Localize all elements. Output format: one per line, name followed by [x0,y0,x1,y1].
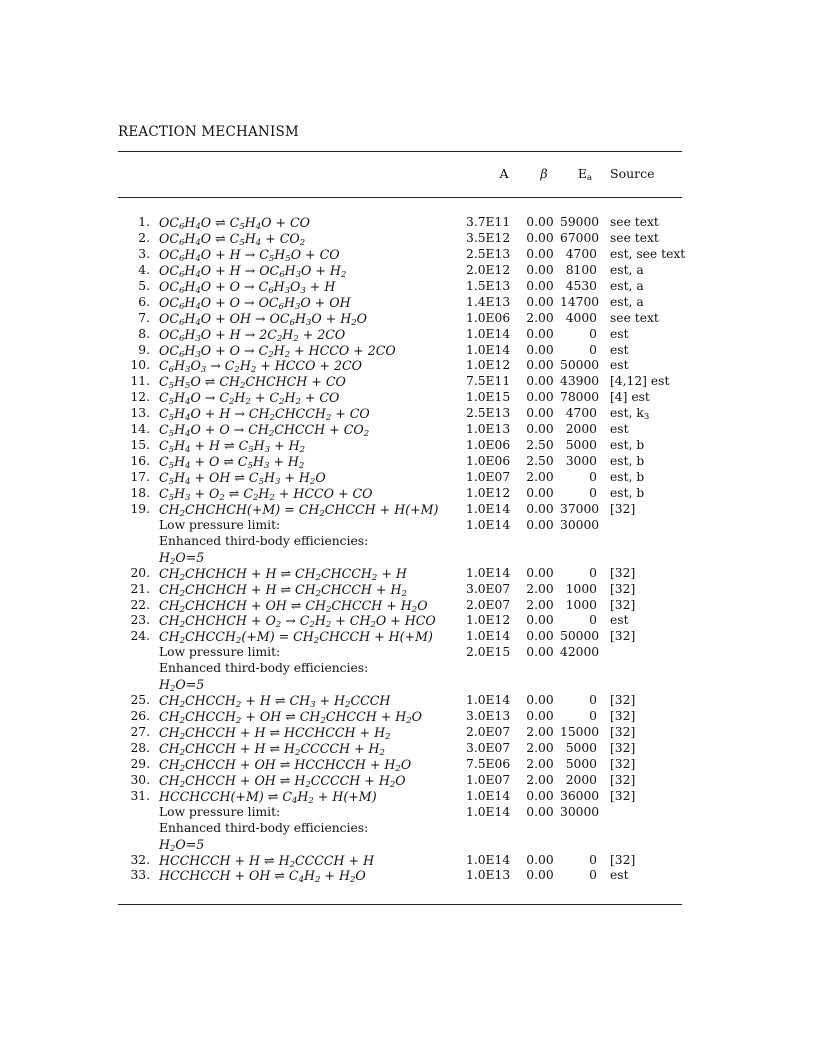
reaction-table [0,215,819,884]
reaction-number: 10. [130,358,150,373]
reaction-equation: $C_5H_4O + O$ → $CH_2CHCCH + CO_2$ [159,422,370,440]
value-ea: 37000 [560,501,600,516]
value-beta: 2.00 [526,740,554,755]
table-row [0,406,819,422]
reaction-equation: HCCHCCH + OH ⇌ $C_4H_2 + H_2O$ [159,868,366,886]
table-row [0,709,819,725]
value-ea: 0 [589,485,597,500]
reaction-equation: $CH_2CHCCH + H$ ⇌ HCCHCCH + $H_2$ [159,725,391,742]
value-a: 1.0E07 [466,470,511,484]
table-row [0,374,819,390]
value-ea: 3000 [565,454,597,469]
value-beta: 0.00 [526,485,554,500]
value-source: est [610,358,629,373]
reaction-number: 19. [130,501,150,516]
reaction-number: 17. [130,470,150,484]
value-a: 1.0E14 [466,804,511,819]
reaction-number: 18. [130,485,150,500]
value-ea: 8100 [565,262,597,277]
value-a: 2.0E15 [466,645,511,660]
value-source: [32] [610,788,636,803]
value-beta: 0.00 [526,246,554,261]
value-beta: 0.00 [526,390,554,405]
value-ea: 14700 [560,294,600,309]
table-row [0,645,819,661]
value-a: 2.0E07 [466,725,511,739]
reaction-equation: $OC_6H_4O + H \to OC_6H_3O + H_2$ [159,262,347,280]
reaction-number: 33. [130,868,150,883]
value-a: 2.0E12 [466,262,511,277]
value-beta: 0.00 [526,294,554,309]
reaction-equation: $H_2O=5$ [159,549,205,567]
reaction-number: 14. [130,422,150,437]
value-beta: 0.00 [526,230,554,245]
value-beta: 0.00 [526,374,554,389]
reaction-equation: $OC_6H_4O + H \to C_5H_5O$ + CO [159,246,340,264]
value-source: est [610,868,629,883]
value-beta: 0.00 [526,422,554,437]
reaction-equation: $OC_6H_4O$ ⇌ $C_5H_4O$ + CO [159,215,311,232]
value-source: see text [610,215,659,229]
table-row [0,247,819,263]
reaction-equation: $OC_6H_4O$ ⇌ $C_5H_4 + CO_2$ [159,230,306,248]
value-ea: 0 [589,565,597,580]
table-row [0,486,819,502]
value-ea: 0 [589,613,597,628]
reaction-equation: $CH_2CHCCH$ + OH ⇌ HCCHCCH + $H_2O$ [159,756,412,774]
value-source: est, b [610,485,645,500]
page-title: REACTION MECHANISM [118,124,299,140]
value-ea: 30000 [560,517,600,532]
bottom-rule [118,904,682,905]
value-ea: 5000 [565,740,597,755]
value-ea: 0 [589,709,597,724]
table-row [0,438,819,454]
reaction-equation: $OC_6H_4O + O \to C_6H_3O_3 + H$ [159,278,336,296]
value-beta: 0.00 [526,629,554,644]
value-ea: 0 [589,693,597,708]
value-ea: 4000 [565,310,597,325]
value-ea: 0 [589,852,597,867]
value-a: 1.0E12 [466,485,511,500]
table-row [0,231,819,247]
reaction-number: 4. [138,262,150,277]
reaction-equation: $OC_6H_4O$ + OH → $OC_6H_3O + H_2O$ [159,310,367,328]
value-ea: 50000 [560,358,600,373]
value-beta: 0.00 [526,326,554,341]
value-source: [32] [610,740,636,755]
value-beta: 2.00 [526,581,554,596]
value-source: [32] [610,581,636,596]
table-row [0,741,819,757]
reaction-number: 7. [138,310,150,325]
reaction-equation: $CH_2CHCHCH(+M)$ = $CH_2CHCCH + H(+M)$ [159,501,439,519]
value-a: 2.5E13 [466,246,511,261]
value-ea: 30000 [560,804,600,819]
reaction-number: 3. [138,246,150,261]
table-row [0,470,819,486]
header-ea-main: E [577,166,588,181]
value-beta: 0.00 [526,278,554,293]
reaction-number: 30. [130,772,150,787]
table-row [0,837,819,853]
value-beta: 0.00 [526,613,554,628]
reaction-equation: $CH_2CHCCH_2(+M)$ = $CH_2CHCCH + H(+M)$ [159,629,433,647]
reaction-number: 9. [138,342,150,357]
value-source: [32] [610,693,636,708]
table-row [0,454,819,470]
value-a: 1.4E13 [466,294,511,309]
value-beta: 0.00 [526,342,554,357]
reaction-equation: $OC_6H_3O + O \to C_2H_2$ + HCCO + 2CO [159,342,396,360]
table-row [0,613,819,629]
table-row [0,263,819,279]
value-a: 3.7E11 [466,215,511,229]
header-ea [568,166,602,181]
value-ea: 5000 [565,438,597,453]
value-source: est, b [610,454,645,469]
table-row [0,502,819,518]
reaction-equation: HCCHCCH + H ⇌ $H_2CCCCH + H$ [159,852,375,870]
value-beta: 0.00 [526,262,554,277]
value-source: est [610,326,629,341]
value-a: 1.0E14 [466,788,511,803]
value-ea: 15000 [560,725,600,739]
value-beta: 0.00 [526,215,554,229]
value-a: 3.0E13 [466,709,511,724]
table-row [0,853,819,869]
reaction-equation: $C_5H_4O + H$ → $CH_2CHCCH_2$ + CO [159,406,370,424]
value-beta: 0.00 [526,517,554,532]
value-beta: 0.00 [526,693,554,708]
value-a: 1.0E06 [466,310,511,325]
value-beta: 2.50 [526,438,554,453]
value-source: est, b [610,470,645,484]
value-a: 3.0E07 [466,740,511,755]
value-source: see text [610,310,659,325]
value-beta: 2.00 [526,725,554,739]
value-a: 1.0E15 [466,390,511,405]
table-row [0,550,819,566]
value-beta: 0.00 [526,868,554,883]
value-ea: 59000 [560,215,600,229]
value-ea: 0 [589,470,597,484]
reaction-note: Enhanced third-body efficiencies: [159,661,369,676]
reaction-number: 24. [130,629,150,644]
value-source: [32] [610,772,636,787]
value-beta: 0.00 [526,852,554,867]
value-source: [32] [610,852,636,867]
value-ea: 4700 [565,406,597,421]
value-ea: 1000 [565,581,597,596]
value-a: 1.0E12 [466,613,511,628]
reaction-equation: $OC_6H_3O + H \to 2C_2H_2 + 2CO$ [159,326,346,344]
reaction-number: 28. [130,740,150,755]
table-row [0,390,819,406]
reaction-equation: $H_2O=5$ [159,836,205,854]
reaction-equation: $CH_2CHCCH_2$ + OH ⇌ $CH_2CHCCH + H_2O$ [159,709,422,727]
reaction-number: 25. [130,693,150,708]
value-ea: 5000 [565,756,597,771]
value-ea: 1000 [565,597,597,612]
reaction-note: Enhanced third-body efficiencies: [159,533,369,548]
reaction-equation: $CH_2CHCCH$ + OH ⇌ $H_2CCCCH + H_2O$ [159,772,406,790]
table-row [0,598,819,614]
value-beta: 2.00 [526,772,554,787]
table-row [0,773,819,789]
reaction-note: Low pressure limit: [159,645,281,660]
value-beta: 0.00 [526,804,554,819]
value-source: [4,12] est [610,374,670,389]
reaction-number: 22. [130,597,150,612]
table-row [0,566,819,582]
reaction-number: 32. [130,852,150,867]
value-ea: 0 [589,342,597,357]
reaction-equation: $CH_2CHCCH + H$ ⇌ $H_2CCCCH + H_2$ [159,740,385,758]
value-ea: 36000 [560,788,600,803]
value-ea: 2000 [565,422,597,437]
value-source: est, a [610,278,644,293]
value-source: [32] [610,565,636,580]
reaction-number: 29. [130,756,150,771]
value-source: [32] [610,501,636,516]
reaction-equation: $C_5H_4 + H$ ⇌ $C_5H_3 + H_2$ [159,438,306,456]
reaction-equation: HCCHCCH(+M) ⇌ $C_4H_2 + H(+M)$ [159,788,377,806]
table-row [0,295,819,311]
value-source: [32] [610,756,636,771]
value-beta: 0.00 [526,501,554,516]
table-row [0,279,819,295]
value-a: 2.0E07 [466,597,511,612]
value-beta: 2.00 [526,597,554,612]
value-a: 3.0E07 [466,581,511,596]
value-beta: 0.00 [526,788,554,803]
reaction-equation: $H_2O=5$ [159,677,205,695]
table-row [0,629,819,645]
table-row [0,789,819,805]
reaction-number: 26. [130,709,150,724]
value-source: est, see text [610,246,686,261]
table-row [0,757,819,773]
value-beta: 2.00 [526,310,554,325]
table-row [0,422,819,438]
table-row [0,693,819,709]
value-a: 1.0E14 [466,629,511,644]
value-ea: 50000 [560,629,600,644]
value-ea: 4700 [565,246,597,261]
value-source: est, a [610,262,644,277]
reaction-note: Low pressure limit: [159,517,281,532]
header-a: A [499,166,509,181]
value-a: 1.0E14 [466,852,511,867]
value-ea: 67000 [560,230,600,245]
reaction-equation: $C_5H_5O$ ⇌ $CH_2CHCHCH$ + CO [159,374,346,392]
table-row [0,821,819,837]
table-row [0,725,819,741]
reaction-number: 16. [130,454,150,469]
value-a: 1.0E14 [466,565,511,580]
value-ea: 4530 [565,278,597,293]
header-ea-sub: a [587,173,593,183]
value-source: [32] [610,725,636,739]
value-a: 1.0E12 [466,358,511,373]
table-row [0,215,819,231]
reaction-equation: $C_5H_3 + O_2$ ⇌ $C_2H_2$ + HCCO + CO [159,485,373,503]
reaction-number: 8. [138,326,150,341]
value-a: 1.0E14 [466,342,511,357]
table-row [0,311,819,327]
table-row [0,518,819,534]
value-source: [4] est [610,390,650,405]
reaction-equation: $CH_2CHCHCH + H$ ⇌ $CH_2CHCCH_2 + H$ [159,565,407,583]
value-a: 1.0E06 [466,438,511,453]
header-beta: β [540,166,548,181]
value-beta: 0.00 [526,709,554,724]
reaction-number: 31. [130,788,150,803]
value-a: 1.0E13 [466,868,511,883]
value-beta: 0.00 [526,406,554,421]
reaction-number: 23. [130,613,150,628]
value-source: [32] [610,709,636,724]
value-a: 1.0E06 [466,454,511,469]
reaction-equation: $CH_2CHCHCH + H$ ⇌ $CH_2CHCCH + H_2$ [159,581,407,599]
reaction-equation: $C_6H_3O_3 \to C_2H_2$ + HCCO + 2CO [159,358,362,376]
value-ea: 78000 [560,390,600,405]
value-source: est [610,422,629,437]
reaction-number: 27. [130,725,150,739]
value-source: see text [610,230,659,245]
value-beta: 0.00 [526,645,554,660]
table-row [0,868,819,884]
reaction-equation: $C_5H_4O \to C_2H_2 + C_2H_2$ + CO [159,390,340,408]
table-row [0,677,819,693]
value-a: 1.0E14 [466,693,511,708]
value-ea: 0 [589,868,597,883]
value-source: [32] [610,629,636,644]
value-a: 1.0E07 [466,772,511,787]
value-beta: 2.00 [526,470,554,484]
value-a: 7.5E11 [466,374,511,389]
value-a: 1.5E13 [466,278,511,293]
value-beta: 2.50 [526,454,554,469]
value-ea: 42000 [560,645,600,660]
reaction-equation: $CH_2CHCHCH + O_2 \to C_2H_2 + CH_2O$ + HCO [159,613,436,631]
value-source: est [610,613,629,628]
reaction-equation: $CH_2CHCHCH$ + OH ⇌ $CH_2CHCCH + H_2O$ [159,597,428,615]
reaction-equation: $C_5H_4 + O$ ⇌ $C_5H_3 + H_2$ [159,454,305,472]
value-a: 1.0E14 [466,326,511,341]
value-ea: 0 [589,326,597,341]
table-row [0,358,819,374]
value-a: 3.5E12 [466,230,511,245]
table-row [0,343,819,359]
reaction-number: 11. [130,374,150,389]
value-source: est, $k_3$ [610,406,650,423]
value-beta: 2.00 [526,756,554,771]
value-a: 2.5E13 [466,406,511,421]
value-a: 1.0E13 [466,422,511,437]
reaction-note: Enhanced third-body efficiencies: [159,820,369,835]
reaction-number: 5. [138,278,150,293]
reaction-note: Low pressure limit: [159,804,281,819]
reaction-number: 13. [130,406,150,421]
reaction-number: 21. [130,581,150,596]
value-ea: 43900 [560,374,600,389]
value-a: 1.0E14 [466,501,511,516]
table-row [0,805,819,821]
table-row [0,327,819,343]
reaction-equation: $OC_6H_4O + O \to OC_6H_3O$ + OH [159,294,351,312]
table-row [0,582,819,598]
reaction-number: 6. [138,294,150,309]
value-source: [32] [610,597,636,612]
reaction-equation: $CH_2CHCCH_2 + H$ ⇌ $CH_3$ + $H_2CCCH$ [159,693,391,711]
reaction-equation: $C_5H_4$ + OH ⇌ $C_5H_3 + H_2O$ [159,470,326,487]
table-row [0,661,819,677]
header-source: Source [610,166,655,181]
value-beta: 0.00 [526,565,554,580]
value-source: est, b [610,438,645,453]
reaction-number: 2. [138,230,150,245]
reaction-number: 12. [130,390,150,405]
reaction-number: 1. [138,215,150,229]
value-source: est, a [610,294,644,309]
reaction-number: 20. [130,565,150,580]
value-source: est [610,342,629,357]
header-rule [118,197,682,198]
reaction-number: 15. [130,438,150,453]
value-a: 1.0E14 [466,517,511,532]
table-row [0,534,819,550]
value-ea: 2000 [565,772,597,787]
top-rule [118,151,682,152]
value-beta: 0.00 [526,358,554,373]
value-a: 7.5E06 [466,756,511,771]
